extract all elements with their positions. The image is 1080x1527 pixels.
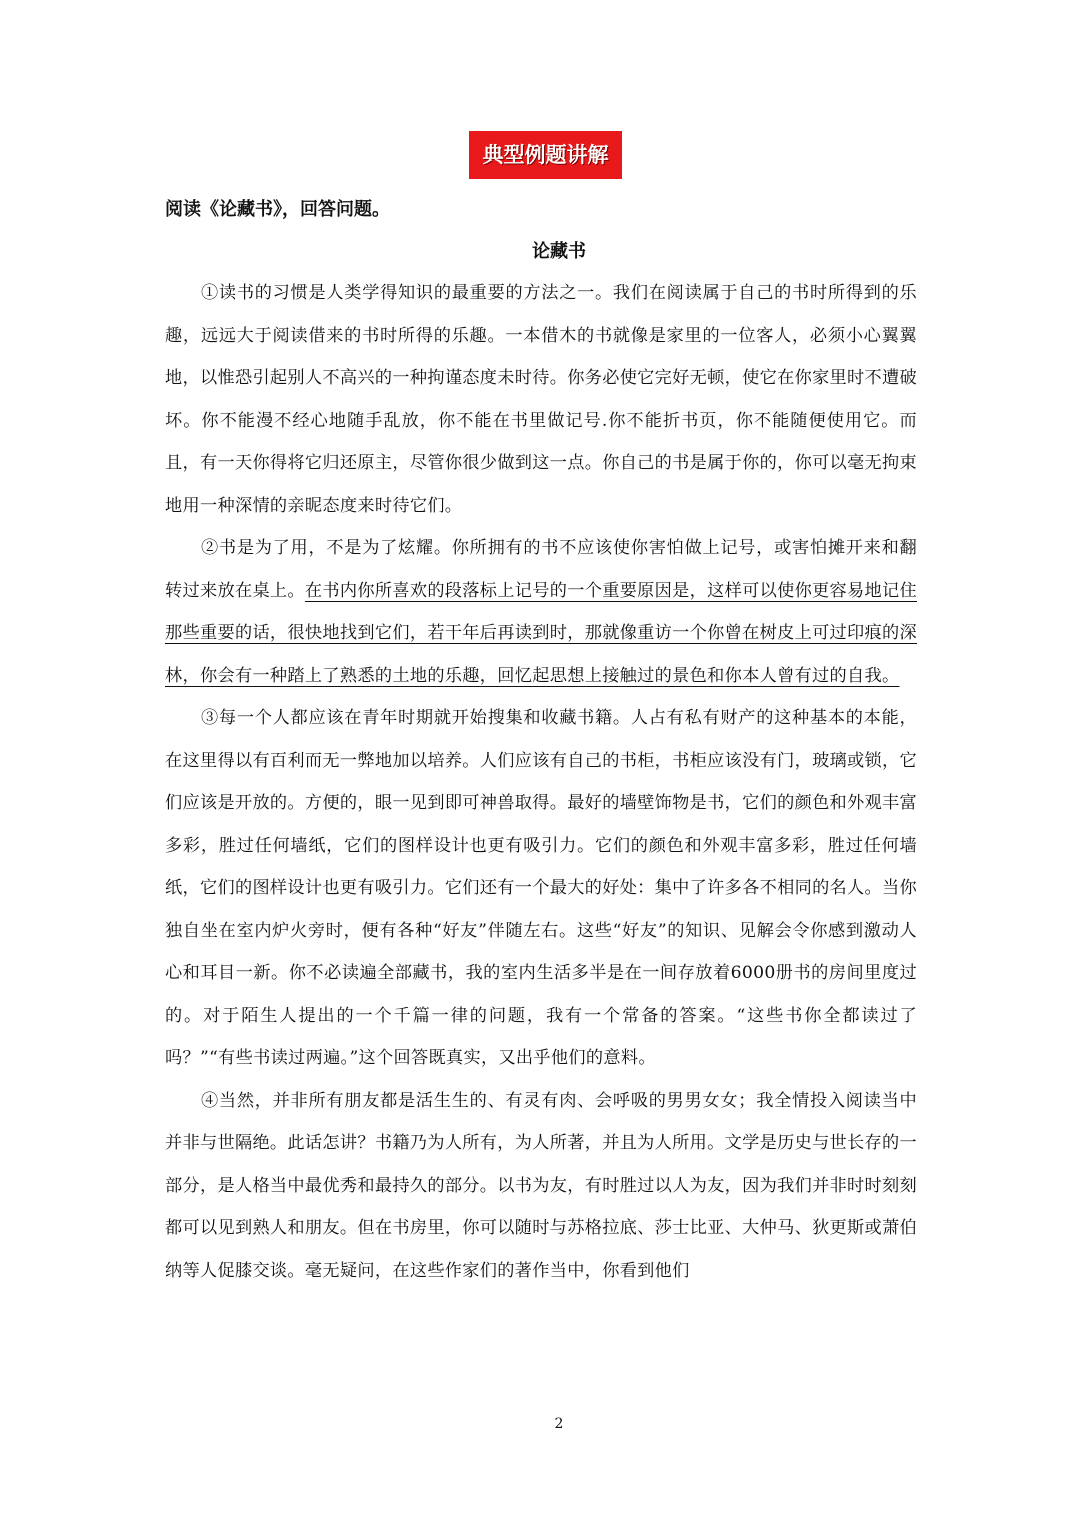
article-body bbox=[165, 272, 917, 1292]
paragraph-2-underlined-passage: 在书内你所喜欢的段落标上记号的一个重要原因是，这样可以使你更容易地记住那些重要的话，很快地找到它们，若干年后再读到时，那就像重访一个你曾在树皮上可过印痕的深林，你会有一种踏上了熟悉的土地的乐趣，回忆起思想上接触过的景色和你本人曾有过的自我。 bbox=[165, 580, 917, 686]
section-banner: 典型例题讲解 bbox=[469, 131, 622, 179]
paragraph-4: ④当然，并非所有朋友都是活生生的、有灵有肉、会呼吸的男男女女；我全情投入阅读当中并非与世隔绝。此话怎讲？书籍乃为人所有，为人所著，并且为人所用。文学是历史与世长存的一部分，是人格当中最优秀和最持久的部分。以书为友，有时胜过以人为友，因为我们并非时时刻刻都可以见到熟人和朋友。但在书房里，你可以随时与苏格拉底、莎士比亚、大仲马、狄更斯或萧伯纳等人促膝交谈。毫无疑问，在这些作家们的著作当中，你看到他们 bbox=[165, 1090, 917, 1281]
paragraph-2 bbox=[165, 527, 917, 697]
page-number: 2 bbox=[554, 1416, 564, 1432]
article-title: 论藏书 bbox=[532, 241, 586, 262]
paragraph-1: ①读书的习惯是人类学得知识的最重要的方法之一。我们在阅读属于自己的书时所得到的乐趣，远远大于阅读借来的书时所得的乐趣。一本借木的书就像是家里的一位客人，必须小心翼翼地，以惟恐引起别人不高兴的一种拘谨态度未时待。你务必使它完好无顿，使它在你家里时不遭破坏。你不能漫不经心地随手乱放，你不能在书里做记号.你不能折书页，你不能随便使用它。而且，有一天你得将它归还原主，尽管你很少做到这一点。你自己的书是属于你的，你可以毫无拘束地用一种深情的亲昵态度来时待它们。 bbox=[165, 283, 917, 516]
paragraph-3: ③每一个人都应该在青年时期就开始搜集和收藏书籍。人占有私有财产的这种基本的本能，在这里得以有百利而无一弊地加以培养。人们应该有自己的书柜，书柜应该没有门，玻璃或锁，它们应该是开放的。方便的，眼一见到即可神兽取得。最好的墙壁饰物是书，它们的颜色和外观丰富多彩，胜过任何墙纸，它们的图样设计也更有吸引力。它们的颜色和外观丰富多彩，胜过任何墙纸，它们的图样设计也更有吸引力。它们还有一个最大的好处：集中了许多各不相同的名人。当你独自坐在室内炉火旁时，便有各种“好友”伴随左右。这些“好友”的知识、见解会令你感到激动人心和耳目一新。你不必读遍全部藏书，我的室内生活多半是在一间存放着6000册书的房间里度过的。对于陌生人提出的一个千篇一律的问题，我有一个常备的答案。“这些书你全都读过了吗？”“有些书读过两遍。”这个回答既真实，又出乎他们的意料。 bbox=[165, 708, 917, 1068]
paragraph-2-plain: ②书是为了用，不是为了炫耀。你所拥有的书不应该使你害怕做上记号，或害怕摊开来和翻转过来放在桌上。 bbox=[165, 538, 917, 601]
question-instruction: 阅读《论藏书》，回答问题。 bbox=[165, 199, 390, 220]
